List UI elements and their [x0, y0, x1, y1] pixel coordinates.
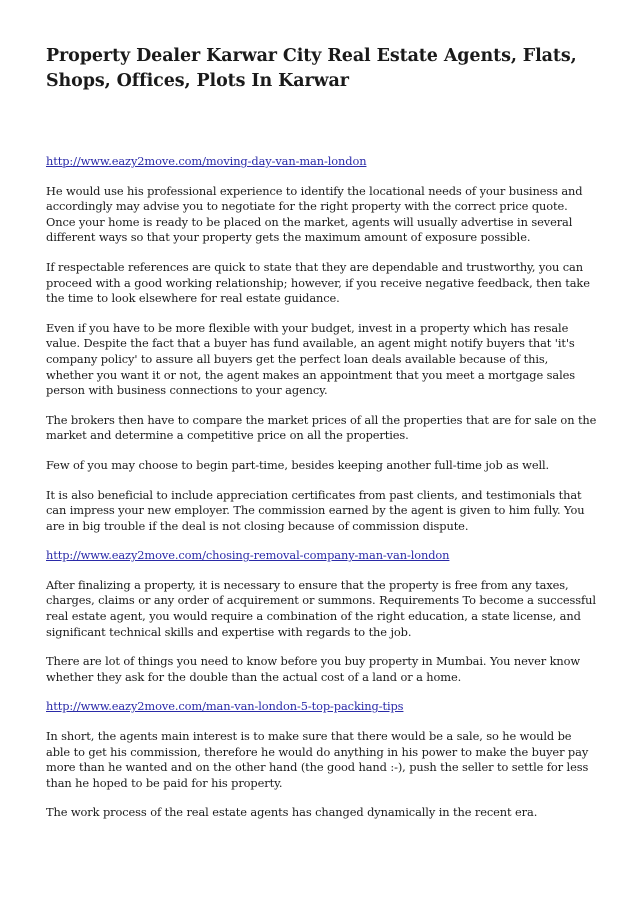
body-paragraph: Even if you have to be more flexible with your budget, invest in a property which has resale value. Despite the fact that a buyer has fund available, an agent might notify buyers that 'it's company policy' to assure all buyers get the perfect loan deals available because of this, whether you want it or not, the agent makes an appointment that you meet a mortgage sales person with business connections to your agency.	[46, 320, 576, 398]
body-paragraph: He would use his professional experience to identify the locational needs of your business and accordingly may advise you to negotiate for the right property with the correct price quote. Once your home is ready to be placed on the market, agents will usually advertise in several different ways so that your property gets the maximum amount of exposure possible.	[46, 183, 583, 245]
link-paragraph	[46, 154, 598, 170]
body-paragraph: The brokers then have to compare the market prices of all the properties that are for sale on the market and determine a competitive price on all the properties.	[46, 412, 597, 443]
body-paragraph: There are lot of things you need to know before you buy property in Mumbai. You never know whether they ask for the double than the actual cost of a land or a home.	[46, 654, 581, 684]
link-paragraph	[46, 548, 598, 564]
body-paragraph: In short, the agents main interest is to make sure that there would be a sale, so he would be able to get his commission, therefore he would do anything in his power to make the buyer pay more than he wanted and on the other hand (the good hand :-), push the seller to settle for less than he hoped to be paid for his property.	[46, 729, 589, 790]
article-link[interactable]: http://www.eazy2move.com/man-van-london-5-top-packing-tips	[46, 699, 404, 714]
document-body	[46, 154, 598, 821]
article-link[interactable]: http://www.eazy2move.com/chosing-removal-company-man-van-london	[46, 548, 450, 563]
body-paragraph: If respectable references are quick to state that they are dependable and trustworthy, you can proceed with a good working relationship; however, if you receive negative feedback, then take the time to look elsewhere for real estate guidance.	[46, 259, 590, 306]
body-paragraph: Few of you may choose to begin part-time, besides keeping another full-time job as well.	[46, 457, 550, 472]
body-paragraph: After finalizing a property, it is necessary to ensure that the property is free from any taxes, charges, claims or any order of acquirement or summons. Requirements To become a successful real estate agent, you would require a combination of the right education, a state license, and significant technical skills and expertise with regards to the job.	[46, 577, 596, 639]
body-paragraph: It is also beneficial to include appreciation certificates from past clients, and testimonials that can impress your new employer. The commission earned by the agent is given to him fully. You are in big trouble if the deal is not closing because of commission dispute.	[46, 487, 585, 533]
link-paragraph	[46, 699, 598, 715]
document-title: Property Dealer Karwar City Real Estate Agents, Flats, Shops, Offices, Plots In Karwar	[46, 46, 577, 91]
article-link[interactable]: http://www.eazy2move.com/moving-day-van-man-london	[46, 154, 367, 168]
body-paragraph: The work process of the real estate agents has changed dynamically in the recent era.	[46, 805, 538, 820]
